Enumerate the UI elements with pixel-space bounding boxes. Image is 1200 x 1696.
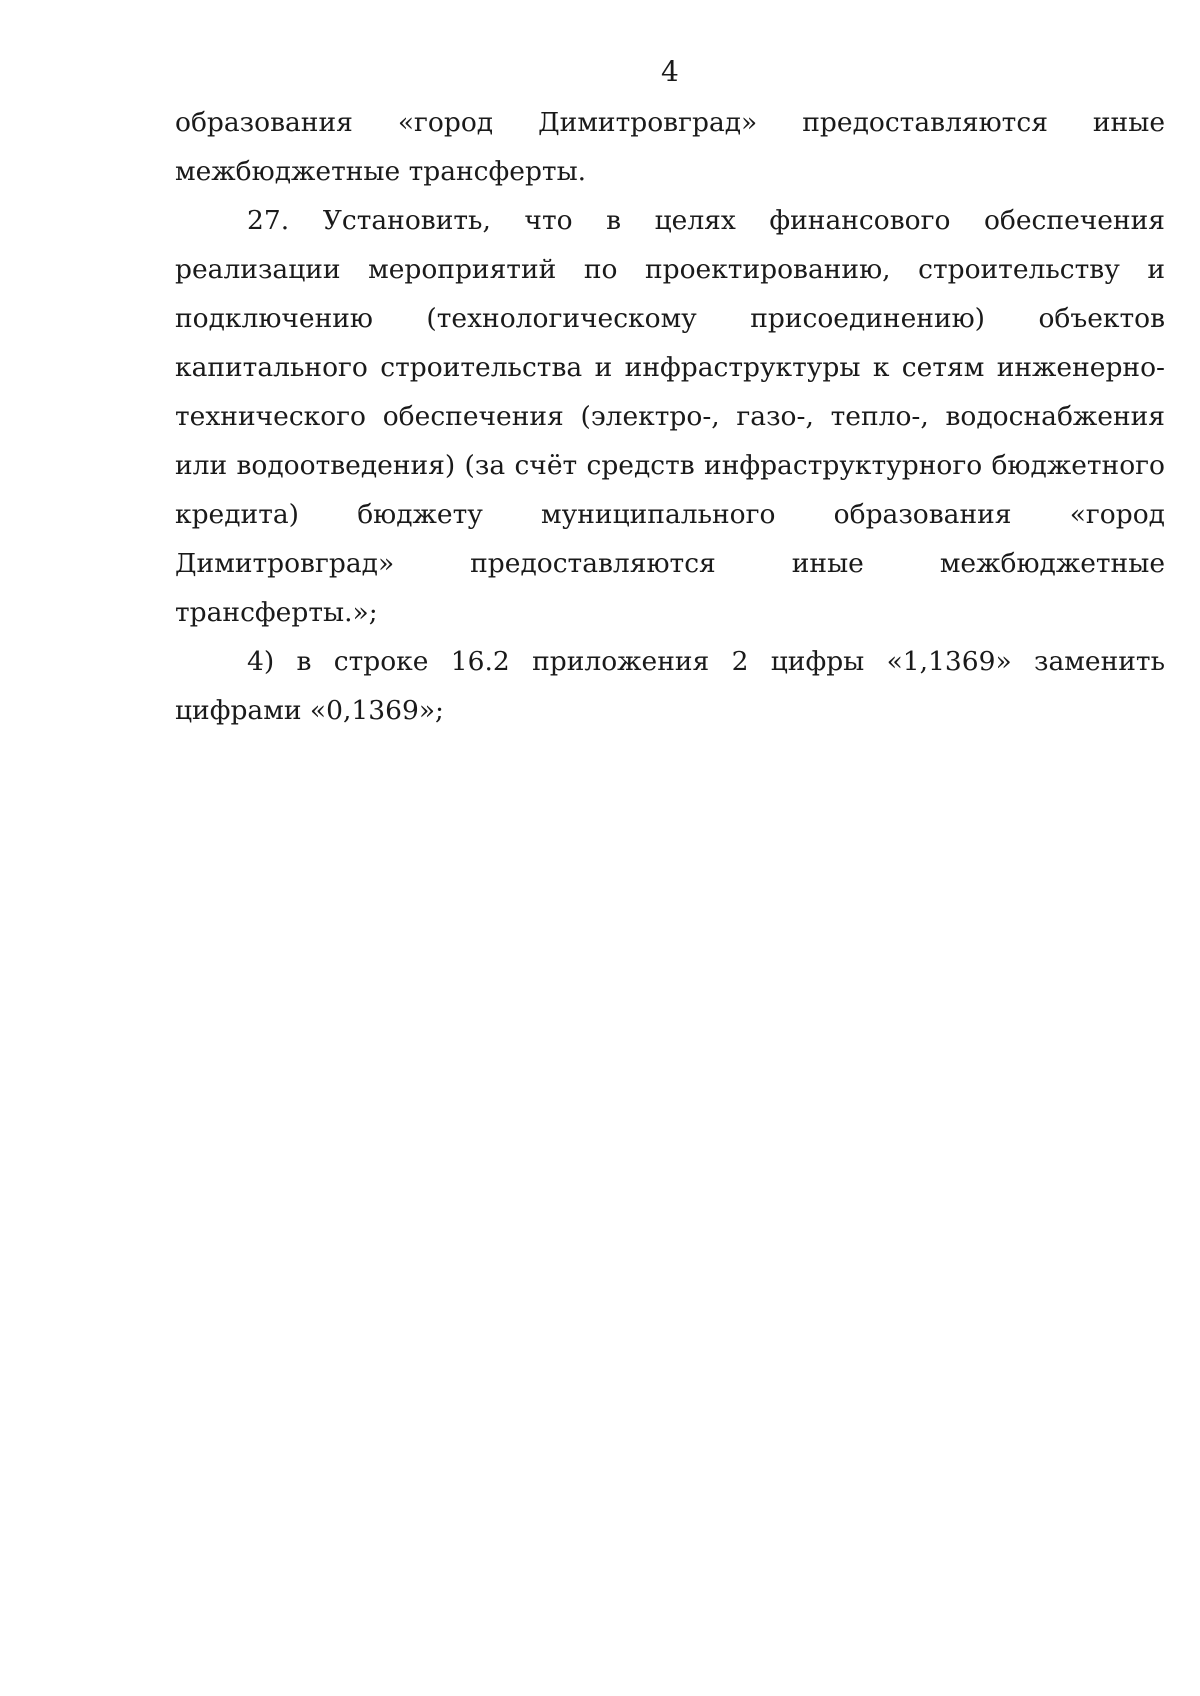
document-body xyxy=(175,98,1165,735)
paragraph-item-4: 4) в строке 16.2 приложения 2 цифры «1,1369» заменить цифрами «0,1369»; xyxy=(175,646,1165,726)
paragraph-clause-27: 27. Установить, что в целях финансового обеспечения реализации мероприятий по проектированию, строительству и подключению (технологическому присоединению) объектов капитального строительства и инфраструктуры к сетям инженерно-технического обеспечения (электро-, газо-, тепло-, водоснабжения или водоотведения) (за счёт средств инфраструктурного бюджетного кредита) бюджету муниципального образования «город Димитровград» предоставляются иные межбюджетные трансферты.»; xyxy=(175,205,1165,628)
page-number: 4 xyxy=(660,55,680,88)
paragraph-continuation: образования «город Димитровград» предоставляются иные межбюджетные трансферты. xyxy=(175,107,1165,187)
